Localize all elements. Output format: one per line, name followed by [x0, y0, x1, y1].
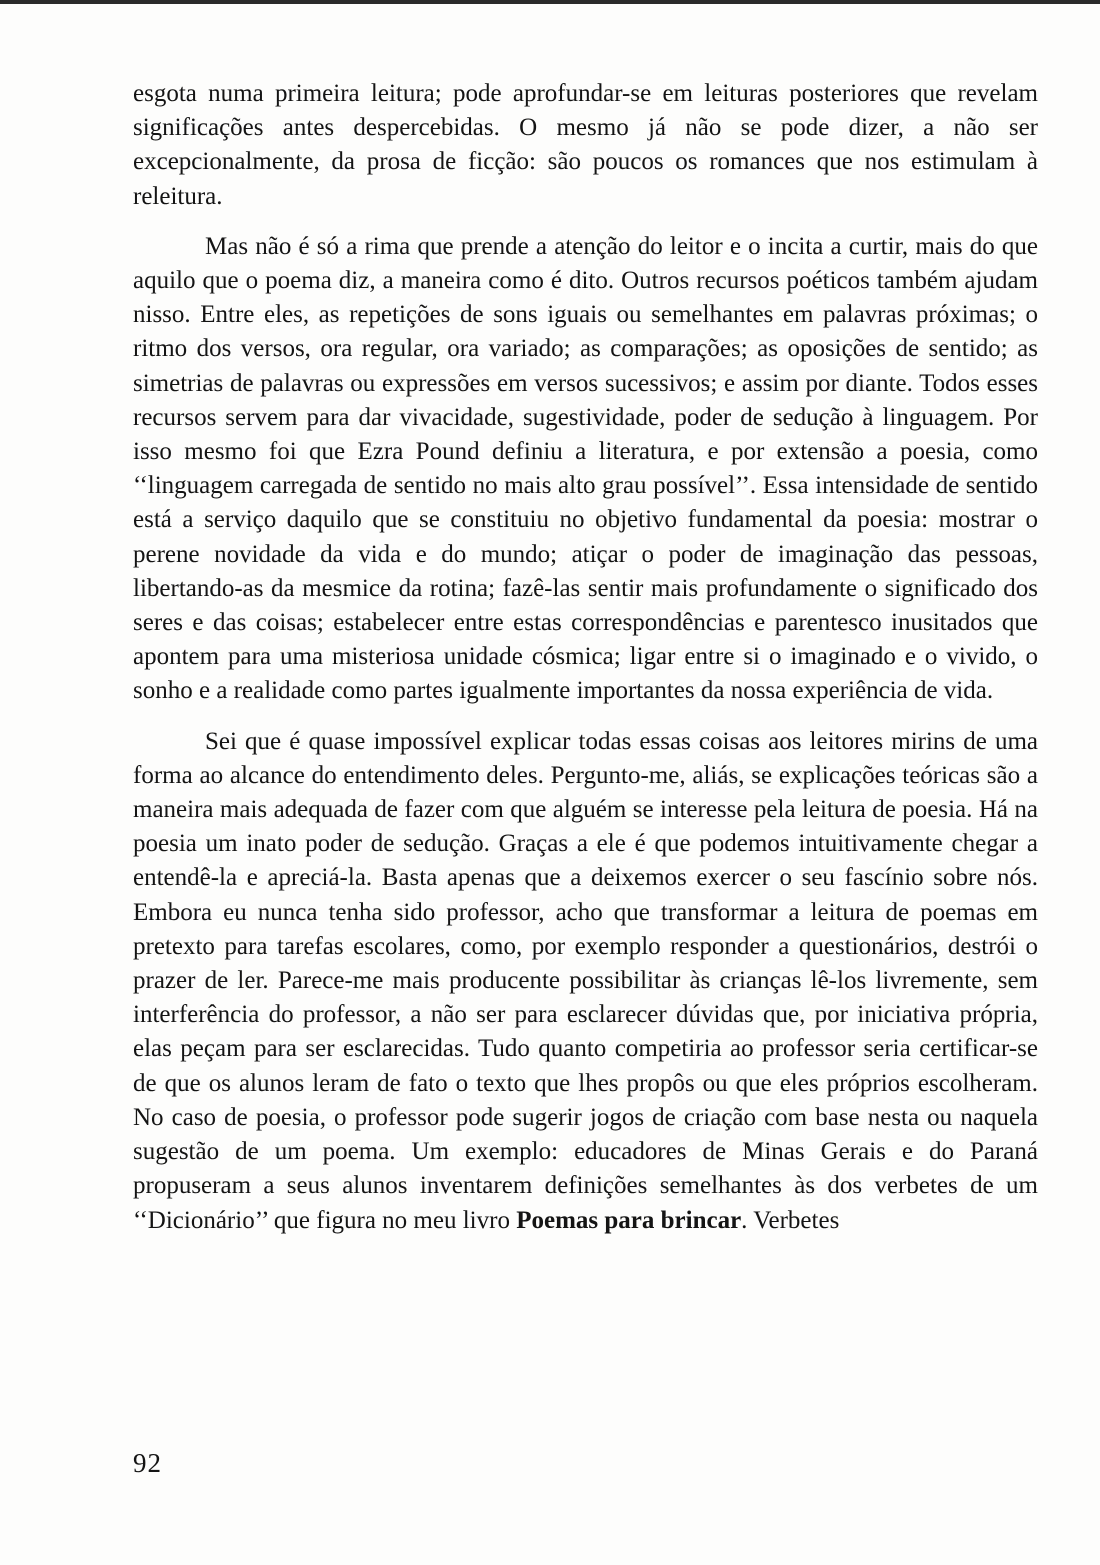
book-title-bold: Poemas para brincar [516, 1206, 742, 1234]
paragraph-3-text: Sei que é quase impossível explicar todas essas coisas aos leitores mirins de uma forma ao alcance do entendimento deles. Pergunto-me, aliás, se explicações teóricas são a maneira mais adequada de fazer com que alguém se interesse pela leitura de poesia. Há na poesia um inato poder de sedução. Graças a ele é que podemos intuitivamente chegar a entendê-la e apreciá-la. Basta apenas que a deixemos exercer o seu fascínio sobre nós. Embora eu nunca tenha sido professor, acho que transformar a leitura de poemas em pretexto para tarefas escolares, como, por exemplo responder a questionários, destrói o prazer de ler. Parece-me mais producente possibilitar às crianças lê-los livremente, sem interferência do professor, a não ser para esclarecer dúvidas que, por iniciativa própria, elas peçam para ser esclarecidas. Tudo quanto competiria ao professor seria certificar-se de que os alunos leram de fato o texto que lhes propôs ou que eles próprios escolheram. No caso de poesia, o professor pode sugerir jogos de criação com base nesta ou naquela sugestão de um poema. Um exemplo: educadores de Minas Gerais e do Paraná propuseram a seus alunos inventarem definições semelhantes às dos verbetes de um ‘‘Dicionário’’ que figura no meu livro [133, 727, 1038, 1234]
page-number: 92 [133, 1448, 162, 1478]
paragraph-3-tail: . Verbetes [741, 1206, 840, 1234]
scan-edge-rule [0, 0, 1100, 4]
page-body [133, 77, 1038, 1238]
paragraph-2: Mas não é só a rima que prende a atenção do leitor e o incita a curtir, mais do que aquilo que o poema diz, a maneira como é dito. Outros recursos poéticos também ajudam nisso. Entre eles, as repetições de sons iguais ou semelhantes em palavras próximas; o ritmo dos versos, ora regular, ora variado; as comparações; as oposições de sentido; as simetrias de palavras ou expressões em versos sucessivos; e assim por diante. Todos esses recursos servem para dar vivacidade, sugestividade, poder de sedução à linguagem. Por isso mesmo foi que Ezra Pound definiu a literatura, e por extensão a poesia, como ‘‘linguagem carregada de sentido no mais alto grau possível’’. Essa intensidade de sentido está a serviço daquilo que se constituiu no objetivo fundamental da poesia: mostrar o perene novidade da vida e do mundo; atiçar o poder de imaginação das pessoas, libertando-as da mesmice da rotina; fazê-las sentir mais profundamente o significado dos seres e das coisas; estabelecer entre estas correspondências e parentesco inusitados que apontem para uma misteriosa unidade cósmica; ligar entre si o imaginado e o vivido, o sonho e a realidade como partes igualmente importantes da nossa experiência de vida. [133, 232, 1038, 705]
paragraph-1: esgota numa primeira leitura; pode aprofundar-se em leituras posteriores que revelam significações antes despercebidas. O mesmo já não se pode dizer, a não ser excepcionalmente, da prosa de ficção: são poucos os romances que nos estimulam à releitura. [133, 80, 1038, 210]
paragraph-3 [133, 725, 1038, 1238]
